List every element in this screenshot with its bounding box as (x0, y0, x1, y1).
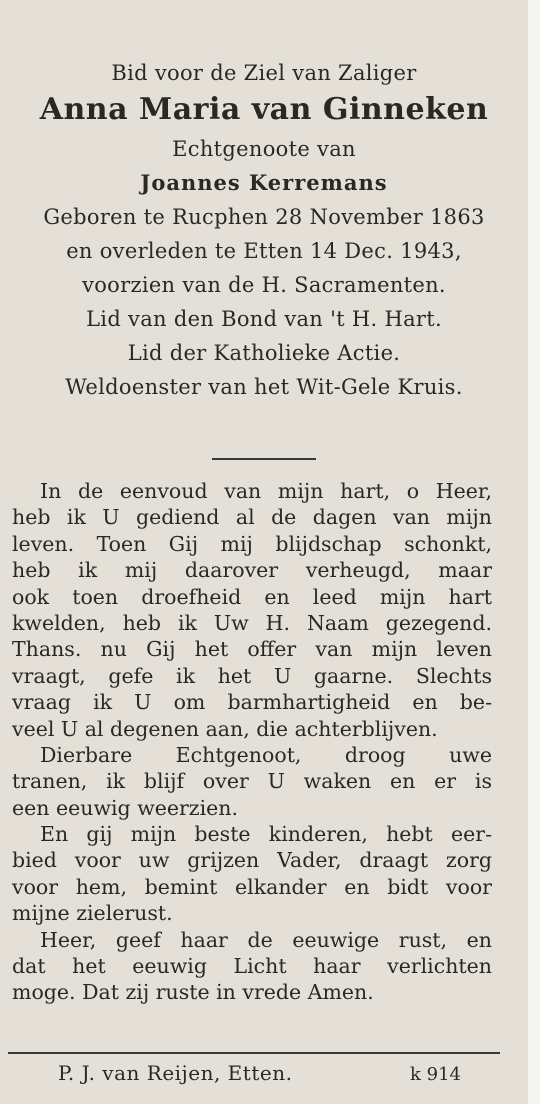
prayer-line: Dierbare Echtgenoot, droog uwe (40, 742, 492, 767)
prayer-line: mijne zielerust. (12, 901, 173, 926)
prayer-line: veel U al degenen aan, die achterblijven. (12, 716, 438, 741)
printer-imprint: P. J. van Reijen, Etten. (58, 1061, 293, 1085)
prayer-line: moge. Dat zij ruste in vrede Amen. (12, 980, 374, 1005)
prayer-heading: Bid voor de Ziel van Zaliger (111, 61, 417, 85)
prayer-line: vraagt, gefe ik het U gaarne. Slechts (12, 663, 492, 688)
prayer-line: Thans. nu Gij het offer van mijn leven (12, 637, 492, 662)
prayer-line: heb ik mij daarover verheugd, maar (12, 558, 492, 583)
prayer-line: kwelden, heb ik Uw H. Naam gezegend. (12, 610, 492, 635)
membership-line-2: Lid der Katholieke Actie. (127, 341, 401, 365)
spouse-name: Joannes Kerremans (140, 170, 388, 195)
birth-line: Geboren te Rucphen 28 November 1863 (43, 205, 485, 229)
prayer-line: voor hem, bemint elkander en bidt voor (12, 874, 492, 899)
header-divider (212, 458, 316, 460)
sacraments-line: voorzien van de H. Sacramenten. (82, 273, 446, 297)
prayer-line: een eeuwig weerzien. (12, 795, 239, 820)
prayer-line: In de eenvoud van mijn hart, o Heer, (40, 479, 492, 503)
footer-divider (8, 1052, 500, 1054)
prayer-line: bied voor uw grijzen Vader, draagt zorg (12, 848, 492, 873)
page-margin (528, 0, 540, 1104)
prayer-line: vraag ik U om barmhartigheid en be- (12, 690, 492, 715)
prayer-line: Heer, geef haar de eeuwige rust, en (40, 927, 492, 952)
spouse-label: Echtgenoote van (172, 137, 356, 161)
death-line: en overleden te Etten 14 Dec. 1943, (66, 239, 462, 263)
membership-line-3: Weldoenster van het Wit-Gele Kruis. (65, 375, 463, 399)
deceased-name: Anna Maria van Ginneken (39, 92, 489, 127)
prayer-line: leven. Toen Gij mij blijdschap schonkt, (12, 531, 492, 556)
prayer-line: heb ik U gediend al de dagen van mijn (12, 505, 492, 530)
card-header (0, 58, 528, 404)
prayer-text (12, 478, 492, 1006)
card-code: k 914 (410, 1064, 461, 1085)
membership-line-1: Lid van den Bond van 't H. Hart. (86, 307, 442, 331)
prayer-line: tranen, ik blijf over U waken en er is (12, 769, 492, 794)
prayer-line: En gij mijn beste kinderen, hebt eer- (40, 822, 492, 847)
prayer-line: dat het eeuwig Licht haar verlichten (12, 954, 492, 979)
prayer-line: ook toen droefheid en leed mijn hart (12, 584, 492, 609)
